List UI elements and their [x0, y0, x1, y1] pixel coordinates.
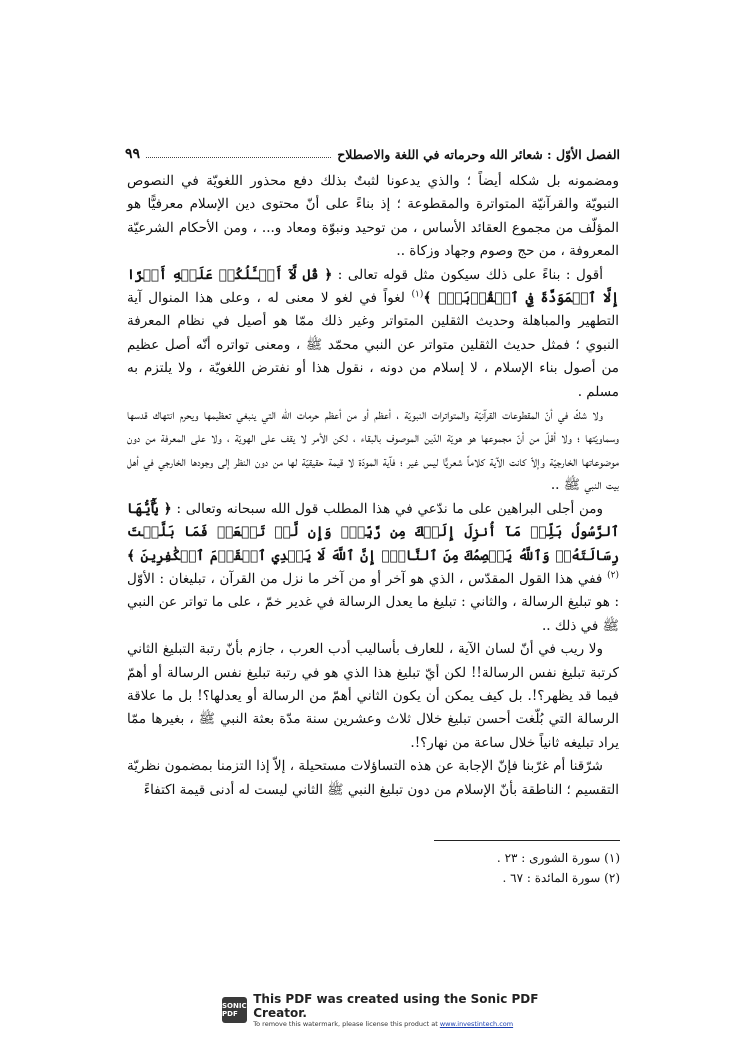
paragraph-1: ومضمونه بل شكله أيضاً ؛ والذي يدعونا لثبتٌ بذلك دفع محذور اللغويّة في النصوص النبويّة والقرآنيّة المتواترة والمقطوعة ؛ إذ بناءً على أنّ محتوى دين الإسلام معرفيًّا هو المؤلّف من مجموع العقائد الأساس ، من توحيد ونبوّة ومعاد و... ، ومن الأحكام الشرعيّة المعروفة ، من حج وصوم وجهاد وزكاة ..	[127, 173, 619, 260]
footnote-1: (١) سورة الشورى : ٢٣ .	[496, 851, 620, 865]
pdf-watermark	[222, 993, 542, 1027]
paragraph-2	[127, 264, 619, 404]
paragraph-3: ولا شكّ في أنّ المقطوعات القرآنيّة والمتواترات النبويّة ، أعظم أو من أعظم حرمات الله التي ينبغي تعظيمها ويحرم انتهاك قدسها وسماويّتها ؛ ولا أقلّ من أنّ مجموعها هو هويّة الدّين الموصوف بالبقاء ، لكن الأمر لا يقف على الهويّة ، ولا على المعرفة من دون موضوعاتها الخارجيّة وإلاّ كانت الآية كلاماً شعريًّا ليس غير ؛ فآية المودّة لا قيمة حقيقيّة لها من دون النظر إلى وجودها الخارجي في أهل بيت النبي ﷺ ..	[127, 407, 619, 494]
quran-verse-1: ﴿ قُل لَّآ أَسۡـَٔلُكُمۡ عَلَيۡهِ أَجۡرًا إِلَّا ٱلۡمَوَدَّةَ فِي ٱلۡقُرۡبَىٰۗ ﴾	[127, 266, 619, 307]
body-text	[127, 170, 619, 802]
footnote-ref-2[interactable]: (٢)	[607, 570, 619, 581]
page-number: ٩٩	[125, 146, 141, 162]
paragraph-4	[127, 498, 619, 638]
running-header	[125, 140, 620, 162]
paragraph-4-before: ومن أجلى البراهين على ما ندّعي في هذا المطلب قول الله سبحانه وتعالى :	[171, 500, 603, 517]
footnotes	[400, 848, 620, 888]
watermark-main-text: This PDF was created using the Sonic PDF Creator.	[253, 992, 539, 1020]
paragraph-6: شرّقنا أم غرّبنا فإنّ الإجابة عن هذه التساؤلات مستحيلة ، إلاّ إذا التزمنا بمضمون نظريّة التقسيم ؛ الناطقة بأنّ الإسلام من دون تبليغ النبي ﷺ الثاني ليست له أدنى قيمة اكتفاءً	[127, 758, 619, 798]
paragraph-4-after: ففي هذا القول المقدّس ، الذي هو آخر أو من آخر ما نزل من القرآن ، تبليغان : الأوّل : هو تبليغ الرسالة ، والثاني : تبليغ ما يعدل الرسالة في غدير خمّ ، على ما تواتر عن النبي ﷺ في ذلك ..	[127, 570, 619, 634]
chapter-title: الفصل الأوّل : شعائر الله وحرماته في اللغة والاصطلاح	[337, 147, 620, 162]
watermark-link[interactable]: www.investintech.com	[439, 1020, 514, 1028]
footnote-ref-1[interactable]: (١)	[411, 289, 424, 300]
watermark-text	[253, 992, 542, 1028]
header-leader-dots	[146, 157, 331, 158]
sonic-pdf-logo-icon: SONIC PDF	[222, 997, 247, 1023]
paragraph-2-before: أقول : بناءً على ذلك سيكون مثل قوله تعالى :	[332, 266, 603, 283]
footnote-2: (٢) سورة المائدة : ٦٧ .	[502, 871, 620, 885]
footnote-separator	[434, 840, 620, 841]
quran-verse-2: ﴿ يَٰٓأَيُّهَا ٱلرَّسُولُ بَلِّغۡ مَآ أُنزِلَ إِلَيۡكَ مِن رَّبِّكَۖ وَإِن لَّمۡ تَفۡعَلۡ فَمَا بَلَّغۡتَ رِسَالَتَهُۥۚ وَٱللَّهُ يَعۡصِمُكَ مِنَ ٱلنَّاسِۗ إِنَّ ٱللَّهَ لَا يَهۡدِي ٱلۡقَوۡمَ ٱلۡكَٰفِرِينَ ﴾	[127, 500, 619, 564]
paragraph-2-after: لغواً في لغو لا معنى له ، وعلى هذا المنوال آية التطهير والمباهلة وحديث الثقلين المتواتر وغير ذلك ممّا هو أصيل في نظام المعرفة النبوي ؛ فمثل حديث الثقلين متواتر عن النبي محمّد ﷺ ، ومعنى تواتره أنّه أصل عظيم من أصول بناء الإسلام ، لا إسلام من دونه ، نقول هذا أو نفترض اللغويّة ، ولا يلتزم به مسلم .	[127, 290, 619, 400]
watermark-sub-before: To remove this watermark, please license this product at	[253, 1020, 440, 1028]
watermark-sub-text	[253, 1020, 542, 1028]
paragraph-5: ولا ريب في أنّ لسان الآية ، للعارف بأساليب أدب العرب ، جازم بأنّ رتبة التبليغ الثاني كرتبة تبليغ نفس الرسالة!! لكن أيّ تبليغ هذا الذي هو في رتبة تبليغ نفس الرسالة أو أهمّ فيما قد يظهر؟!. بل كيف يمكن أن يكون الثاني أهمّ من الرسالة أو يعدلها؟! بل ما علاقة الرسالة التي بُلّغت أحسن تبليغ خلال ثلاث وعشرين سنة مدّة بعثة النبي ﷺ ، بغيرها ممّا يراد تبليغه ثانياً خلال ساعة من نهار؟!.	[127, 641, 619, 751]
